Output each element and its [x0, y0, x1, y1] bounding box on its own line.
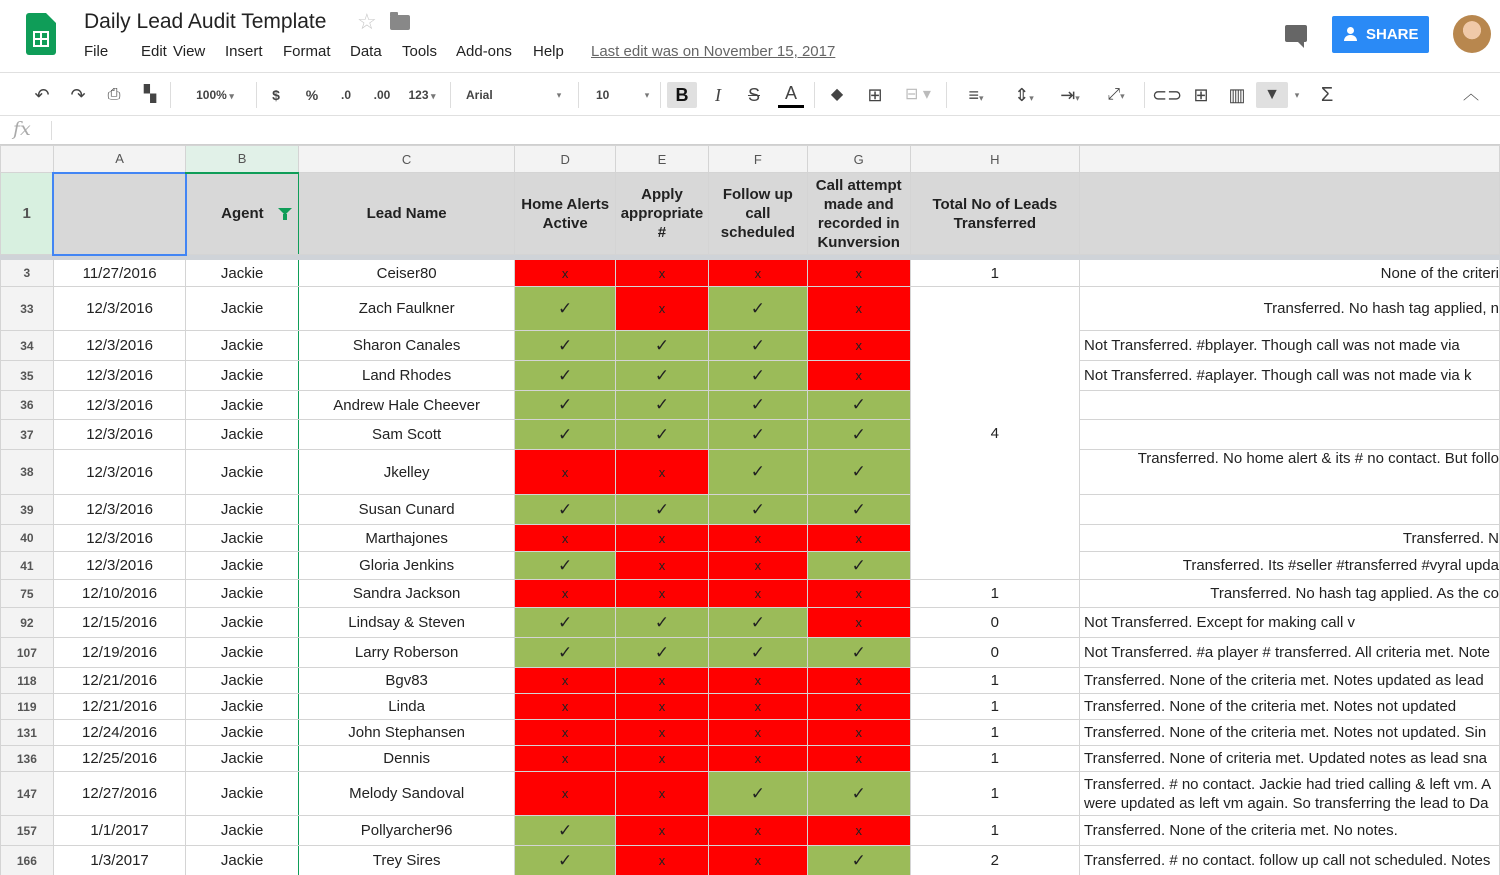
notes-cell[interactable]: Transferred. No home alert & its # no contact. But follo — [1080, 450, 1500, 495]
increase-decimal-button[interactable]: .00 — [373, 88, 391, 102]
agent-cell[interactable]: Jackie — [186, 260, 299, 287]
sheets-logo-icon[interactable] — [26, 13, 56, 55]
toolbar — [0, 74, 1500, 116]
status-cell-d[interactable]: x — [515, 260, 616, 287]
insert-chart-icon[interactable]: ▥ — [1228, 85, 1246, 105]
person-icon — [1344, 27, 1358, 41]
total-cell[interactable]: 1 — [910, 746, 1079, 772]
notes-cell[interactable]: Transferred. None of the criteria met. Notes not updated. Sin — [1080, 720, 1500, 746]
total-cell[interactable]: 1 — [910, 816, 1079, 846]
status-cell-d[interactable]: x — [515, 668, 616, 694]
menu-tools[interactable]: Tools — [402, 43, 438, 60]
total-cell[interactable]: 1 — [910, 772, 1079, 816]
font-size-select[interactable]: 10 — [596, 88, 610, 102]
date-cell[interactable]: 12/27/2016 — [53, 772, 186, 816]
date-cell[interactable]: 12/25/2016 — [53, 746, 186, 772]
status-cell-g[interactable]: x — [807, 331, 910, 361]
agent-cell[interactable]: Jackie — [186, 580, 299, 608]
status-cell-f[interactable]: ✓ — [708, 287, 807, 331]
status-cell-f[interactable]: x — [708, 260, 807, 287]
status-cell-e[interactable]: x — [615, 525, 708, 552]
lead-name-cell[interactable]: Ceiser80 — [298, 260, 515, 287]
share-label: SHARE — [1366, 26, 1419, 43]
status-cell-d[interactable]: x — [515, 450, 616, 495]
status-cell-d[interactable]: x — [515, 746, 616, 772]
filter-dropdown-icon[interactable]: ▾ — [1294, 90, 1300, 100]
last-edit-link[interactable]: Last edit was on November 15, 2017 — [591, 43, 836, 60]
row-number[interactable]: 92 — [1, 608, 54, 638]
date-cell[interactable]: 12/3/2016 — [53, 287, 186, 331]
status-cell-d[interactable]: ✓ — [515, 552, 616, 580]
status-cell-g[interactable]: ✓ — [807, 552, 910, 580]
column-header-g[interactable]: G — [807, 146, 910, 173]
status-cell-g[interactable]: x — [807, 668, 910, 694]
merge-cells-icon[interactable]: ⊟ ▾ — [905, 86, 931, 103]
agent-cell[interactable]: Jackie — [186, 331, 299, 361]
row-number[interactable]: 41 — [1, 552, 54, 580]
share-button[interactable] — [1332, 16, 1429, 53]
notes-cell[interactable]: Transferred. # no contact. Jackie had tried calling & left vm. A were updated as left vm again. So transferring the lead to Da — [1080, 772, 1500, 816]
lead-name-cell[interactable]: Sandra Jackson — [298, 580, 515, 608]
header-total-transferred[interactable]: Total No of Leads Transferred — [910, 173, 1079, 255]
selected-cell-a1[interactable] — [53, 173, 186, 255]
total-cell[interactable]: 1 — [910, 668, 1079, 694]
table-row — [1, 287, 1500, 331]
status-cell-e[interactable]: x — [615, 772, 708, 816]
italic-icon[interactable]: I — [715, 85, 721, 105]
status-cell-g[interactable]: ✓ — [807, 495, 910, 525]
status-cell-e[interactable]: x — [615, 668, 708, 694]
status-cell-f[interactable]: x — [708, 816, 807, 846]
total-cell[interactable]: 1 — [910, 694, 1079, 720]
agent-cell[interactable]: Jackie — [186, 668, 299, 694]
row-number[interactable]: 157 — [1, 816, 54, 846]
status-cell-e[interactable]: ✓ — [615, 495, 708, 525]
header-agent[interactable] — [186, 173, 299, 255]
total-cell[interactable]: 0 — [910, 638, 1079, 668]
lead-name-cell[interactable]: Sam Scott — [298, 420, 515, 450]
notes-cell[interactable]: Transferred. None of the criteria met. Notes updated as lead — [1080, 668, 1500, 694]
percent-button[interactable]: % — [305, 87, 319, 103]
agent-cell[interactable]: Jackie — [186, 420, 299, 450]
table-row — [1, 746, 1500, 772]
agent-cell[interactable]: Jackie — [186, 495, 299, 525]
table-row — [1, 552, 1500, 580]
agent-cell[interactable]: Jackie — [186, 816, 299, 846]
row-number[interactable]: 40 — [1, 525, 54, 552]
notes-cell[interactable]: Transferred. None of criteria met. Updated notes as lead sna — [1080, 746, 1500, 772]
notes-cell[interactable]: Not Transferred. #bplayer. Though call was not made via — [1080, 331, 1500, 361]
header-home-alerts[interactable]: Home Alerts Active — [515, 173, 616, 255]
row-number[interactable]: 119 — [1, 694, 54, 720]
status-cell-g[interactable]: x — [807, 608, 910, 638]
text-color-icon[interactable]: A — [778, 82, 804, 108]
notes-cell[interactable]: Transferred. N — [1080, 525, 1500, 552]
fx-icon: fx — [13, 118, 31, 140]
corner-cell[interactable] — [1, 146, 54, 173]
status-cell-f[interactable]: x — [708, 668, 807, 694]
menu-insert[interactable]: Insert — [225, 43, 263, 60]
status-cell-f[interactable]: x — [708, 846, 807, 875]
lead-name-cell[interactable]: Marthajones — [298, 525, 515, 552]
row-number[interactable]: 34 — [1, 331, 54, 361]
notes-cell[interactable]: Transferred. Its #seller #transferred #vyral upda — [1080, 552, 1500, 580]
status-cell-e[interactable]: x — [615, 552, 708, 580]
lead-name-cell[interactable]: Melody Sandoval — [298, 772, 515, 816]
status-cell-d[interactable]: ✓ — [515, 391, 616, 420]
more-formats-select[interactable]: 123 ▾ — [402, 82, 442, 108]
header-follow-up[interactable]: Follow up call scheduled — [708, 173, 807, 255]
lead-name-cell[interactable]: Sharon Canales — [298, 331, 515, 361]
text-wrap-icon[interactable]: ⇥▾ — [1060, 85, 1080, 105]
column-header-i[interactable] — [1080, 146, 1500, 173]
lead-name-cell[interactable]: Linda — [298, 694, 515, 720]
column-header-a[interactable]: A — [53, 146, 186, 173]
date-cell[interactable]: 12/3/2016 — [53, 552, 186, 580]
status-cell-f[interactable]: x — [708, 720, 807, 746]
table-row — [1, 694, 1500, 720]
undo-icon[interactable]: ↶ — [34, 85, 50, 105]
date-cell[interactable]: 12/3/2016 — [53, 391, 186, 420]
agent-cell[interactable]: Jackie — [186, 694, 299, 720]
row-number[interactable]: 136 — [1, 746, 54, 772]
data-rows — [1, 260, 1500, 875]
status-cell-g[interactable]: x — [807, 694, 910, 720]
status-cell-d[interactable]: ✓ — [515, 816, 616, 846]
total-cell[interactable]: 2 — [910, 846, 1079, 875]
status-cell-d[interactable]: ✓ — [515, 846, 616, 875]
status-cell-d[interactable]: ✓ — [515, 608, 616, 638]
column-header-row — [1, 146, 1500, 173]
status-cell-g[interactable]: x — [807, 580, 910, 608]
horizontal-align-icon[interactable]: ≡▾ — [968, 85, 984, 105]
table-row — [1, 638, 1500, 668]
status-cell-d[interactable]: x — [515, 694, 616, 720]
zoom-select[interactable]: 100% ▾ — [182, 82, 248, 108]
table-row — [1, 816, 1500, 846]
status-cell-e[interactable]: x — [615, 450, 708, 495]
status-cell-d[interactable]: x — [515, 772, 616, 816]
date-cell[interactable]: 12/3/2016 — [53, 361, 186, 391]
status-cell-e[interactable]: x — [615, 816, 708, 846]
status-cell-e[interactable]: x — [615, 287, 708, 331]
status-cell-g[interactable]: ✓ — [807, 846, 910, 875]
status-cell-d[interactable]: ✓ — [515, 420, 616, 450]
lead-name-cell[interactable]: Lindsay & Steven — [298, 608, 515, 638]
date-cell[interactable]: 12/24/2016 — [53, 720, 186, 746]
status-cell-d[interactable]: x — [515, 525, 616, 552]
row-number[interactable]: 3 — [1, 260, 54, 287]
functions-icon[interactable]: Σ — [1320, 84, 1334, 106]
row-number[interactable]: 33 — [1, 287, 54, 331]
lead-name-cell[interactable]: Bgv83 — [298, 668, 515, 694]
redo-icon[interactable]: ↷ — [70, 85, 86, 105]
status-cell-g[interactable]: x — [807, 720, 910, 746]
date-cell[interactable]: 12/10/2016 — [53, 580, 186, 608]
lead-name-cell[interactable]: Zach Faulkner — [298, 287, 515, 331]
status-cell-g[interactable]: x — [807, 816, 910, 846]
header-notes[interactable] — [1080, 173, 1500, 255]
status-cell-f[interactable]: ✓ — [708, 391, 807, 420]
row-number[interactable]: 1 — [1, 173, 54, 255]
notes-cell[interactable]: Transferred. None of the criteria met. No notes. — [1080, 816, 1500, 846]
table-row — [1, 391, 1500, 420]
status-cell-g[interactable]: x — [807, 525, 910, 552]
row-number[interactable]: 166 — [1, 846, 54, 875]
app-header — [0, 0, 1500, 73]
row-number[interactable]: 107 — [1, 638, 54, 668]
print-icon[interactable]: ⎙ — [107, 86, 121, 103]
table-row — [1, 260, 1500, 287]
date-cell[interactable]: 12/21/2016 — [53, 694, 186, 720]
status-cell-f[interactable]: x — [708, 580, 807, 608]
strikethrough-icon[interactable]: S — [747, 85, 760, 105]
text-rotation-icon[interactable]: ⤢▾ — [1107, 86, 1125, 103]
status-cell-g[interactable]: x — [807, 260, 910, 287]
status-cell-g[interactable]: x — [807, 287, 910, 331]
folder-icon[interactable] — [390, 15, 410, 30]
notes-cell[interactable]: Transferred. None of the criteria met. Notes not updated — [1080, 694, 1500, 720]
font-dropdown-icon[interactable]: ▾ — [556, 90, 562, 100]
date-cell[interactable]: 12/19/2016 — [53, 638, 186, 668]
avatar[interactable] — [1453, 15, 1491, 53]
column-header-f[interactable]: F — [708, 146, 807, 173]
insert-comment-icon[interactable]: ⊞ — [1193, 85, 1209, 105]
row-number[interactable]: 35 — [1, 361, 54, 391]
row-number[interactable]: 38 — [1, 450, 54, 495]
fill-color-icon[interactable]: ◆ — [824, 82, 850, 108]
status-cell-g[interactable]: ✓ — [807, 638, 910, 668]
header-row — [1, 173, 1500, 255]
notes-cell[interactable]: Transferred. No hash tag applied. As the co — [1080, 580, 1500, 608]
status-cell-d[interactable]: ✓ — [515, 638, 616, 668]
status-cell-e[interactable]: ✓ — [615, 361, 708, 391]
status-cell-f[interactable]: x — [708, 525, 807, 552]
vertical-align-icon[interactable]: ⇕▾ — [1014, 85, 1034, 105]
agent-cell[interactable]: Jackie — [186, 772, 299, 816]
notes-cell[interactable]: Not Transferred. #aplayer. Though call was not made via k — [1080, 361, 1500, 391]
status-cell-g[interactable]: x — [807, 746, 910, 772]
agent-cell[interactable]: Jackie — [186, 361, 299, 391]
date-cell[interactable]: 12/3/2016 — [53, 525, 186, 552]
menu-help[interactable]: Help — [533, 43, 564, 60]
lead-name-cell[interactable]: Larry Roberson — [298, 638, 515, 668]
total-cell[interactable]: 4 — [910, 287, 1079, 580]
lead-name-cell[interactable]: Gloria Jenkins — [298, 552, 515, 580]
collapse-toolbar-icon[interactable]: ︿ — [1462, 86, 1479, 103]
status-cell-f[interactable]: ✓ — [708, 331, 807, 361]
status-cell-e[interactable]: ✓ — [615, 391, 708, 420]
status-cell-g[interactable]: ✓ — [807, 391, 910, 420]
lead-name-cell[interactable]: Dennis — [298, 746, 515, 772]
date-cell[interactable]: 12/3/2016 — [53, 420, 186, 450]
table-row — [1, 525, 1500, 552]
row-number[interactable]: 131 — [1, 720, 54, 746]
status-cell-e[interactable]: ✓ — [615, 420, 708, 450]
lead-name-cell[interactable]: Land Rhodes — [298, 361, 515, 391]
status-cell-d[interactable]: ✓ — [515, 331, 616, 361]
table-row — [1, 450, 1500, 495]
status-cell-e[interactable]: x — [615, 580, 708, 608]
font-size-dropdown-icon[interactable]: ▾ — [644, 90, 650, 100]
notes-cell[interactable]: Not Transferred. Except for making call v — [1080, 608, 1500, 638]
date-cell[interactable]: 12/3/2016 — [53, 331, 186, 361]
status-cell-f[interactable]: ✓ — [708, 450, 807, 495]
header-lead-name[interactable]: Lead Name — [298, 173, 515, 255]
date-cell[interactable]: 12/3/2016 — [53, 450, 186, 495]
status-cell-e[interactable]: x — [615, 846, 708, 875]
date-cell[interactable]: 1/3/2017 — [53, 846, 186, 875]
notes-cell[interactable]: Transferred. # no contact. follow up call not scheduled. Notes — [1080, 846, 1500, 875]
status-cell-f[interactable]: ✓ — [708, 638, 807, 668]
row-number[interactable]: 118 — [1, 668, 54, 694]
bold-icon[interactable]: B — [667, 82, 697, 108]
notes-cell[interactable]: None of the criteri — [1080, 260, 1500, 287]
lead-name-cell[interactable]: Trey Sires — [298, 846, 515, 875]
menu-format[interactable]: Format — [283, 43, 331, 60]
agent-cell[interactable]: Jackie — [186, 552, 299, 580]
formula-bar — [0, 116, 1500, 145]
notes-cell[interactable]: Not Transferred. #a player # transferred. All criteria met. Note — [1080, 638, 1500, 668]
status-cell-f[interactable]: x — [708, 552, 807, 580]
row-number[interactable]: 36 — [1, 391, 54, 420]
table-row — [1, 580, 1500, 608]
status-cell-d[interactable]: ✓ — [515, 287, 616, 331]
menu-edit[interactable]: Edit — [141, 43, 167, 60]
insert-link-icon[interactable]: ⊂⊃ — [1152, 85, 1183, 105]
table-row — [1, 772, 1500, 816]
status-cell-d[interactable]: ✓ — [515, 361, 616, 391]
status-cell-e[interactable]: ✓ — [615, 608, 708, 638]
total-cell[interactable]: 1 — [910, 720, 1079, 746]
date-cell[interactable]: 12/3/2016 — [53, 495, 186, 525]
row-number[interactable]: 147 — [1, 772, 54, 816]
document-title[interactable]: Daily Lead Audit Template — [84, 10, 327, 33]
currency-button[interactable]: $ — [272, 87, 280, 103]
status-cell-e[interactable]: x — [615, 694, 708, 720]
agent-cell[interactable]: Jackie — [186, 746, 299, 772]
status-cell-g[interactable]: x — [807, 361, 910, 391]
row-number[interactable]: 37 — [1, 420, 54, 450]
status-cell-g[interactable]: ✓ — [807, 772, 910, 816]
agent-cell[interactable]: Jackie — [186, 287, 299, 331]
column-header-h[interactable]: H — [910, 146, 1079, 173]
status-cell-f[interactable]: ✓ — [708, 420, 807, 450]
row-number[interactable]: 75 — [1, 580, 54, 608]
header-call-attempt[interactable]: Call attempt made and recorded in Kunversion — [807, 173, 910, 255]
status-cell-e[interactable]: ✓ — [615, 331, 708, 361]
date-cell[interactable]: 12/21/2016 — [53, 668, 186, 694]
status-cell-g[interactable]: ✓ — [807, 420, 910, 450]
menu-data[interactable]: Data — [350, 43, 382, 60]
menu-view[interactable]: View — [173, 43, 206, 60]
row-number[interactable]: 39 — [1, 495, 54, 525]
table-row — [1, 331, 1500, 361]
agent-cell[interactable]: Jackie — [186, 391, 299, 420]
agent-cell[interactable]: Jackie — [186, 525, 299, 552]
column-header-b[interactable]: B — [186, 146, 299, 173]
decrease-decimal-button[interactable]: .0 — [340, 88, 351, 102]
borders-icon[interactable]: ⊞ — [867, 85, 883, 105]
comment-icon[interactable] — [1285, 25, 1307, 42]
status-cell-f[interactable]: ✓ — [708, 495, 807, 525]
table-row — [1, 668, 1500, 694]
agent-cell[interactable]: Jackie — [186, 608, 299, 638]
table-row — [1, 420, 1500, 450]
header-apply-number[interactable]: Apply appropriate # — [615, 173, 708, 255]
table-row — [1, 846, 1500, 875]
paint-format-icon[interactable]: ▚ — [143, 86, 157, 103]
total-cell[interactable]: 0 — [910, 608, 1079, 638]
lead-name-cell[interactable]: Andrew Hale Cheever — [298, 391, 515, 420]
status-cell-f[interactable]: ✓ — [708, 608, 807, 638]
status-cell-f[interactable]: ✓ — [708, 772, 807, 816]
agent-cell[interactable]: Jackie — [186, 450, 299, 495]
status-cell-g[interactable]: ✓ — [807, 450, 910, 495]
lead-name-cell[interactable]: John Stephansen — [298, 720, 515, 746]
spreadsheet-grid[interactable] — [0, 145, 1500, 875]
table-row — [1, 720, 1500, 746]
status-cell-d[interactable]: x — [515, 580, 616, 608]
lead-name-cell[interactable]: Jkelley — [298, 450, 515, 495]
column-header-e[interactable]: E — [615, 146, 708, 173]
star-icon[interactable]: ☆ — [357, 9, 377, 34]
menu-addons[interactable]: Add-ons — [456, 43, 512, 60]
total-cell[interactable]: 1 — [910, 260, 1079, 287]
agent-cell[interactable]: Jackie — [186, 638, 299, 668]
header-agent-label: Agent — [221, 205, 264, 223]
status-cell-e[interactable]: x — [615, 720, 708, 746]
status-cell-f[interactable]: x — [708, 746, 807, 772]
total-cell[interactable]: 1 — [910, 580, 1079, 608]
table-row — [1, 361, 1500, 391]
notes-cell[interactable] — [1080, 495, 1500, 525]
notes-cell[interactable] — [1080, 420, 1500, 450]
status-cell-e[interactable]: x — [615, 746, 708, 772]
notes-cell[interactable] — [1080, 391, 1500, 420]
table-row — [1, 495, 1500, 525]
status-cell-f[interactable]: ✓ — [708, 361, 807, 391]
status-cell-d[interactable]: x — [515, 720, 616, 746]
filter-icon[interactable]: ▼ — [1256, 82, 1288, 108]
date-cell[interactable]: 1/1/2017 — [53, 816, 186, 846]
column-header-d[interactable]: D — [515, 146, 616, 173]
status-cell-d[interactable]: ✓ — [515, 495, 616, 525]
lead-name-cell[interactable]: Pollyarcher96 — [298, 816, 515, 846]
notes-cell[interactable]: Transferred. No hash tag applied, n — [1080, 287, 1500, 331]
status-cell-e[interactable]: x — [615, 260, 708, 287]
table-row — [1, 608, 1500, 638]
filter-funnel-icon[interactable] — [278, 208, 292, 215]
date-cell[interactable]: 11/27/2016 — [53, 260, 186, 287]
column-header-c[interactable]: C — [298, 146, 515, 173]
font-select[interactable]: Arial — [466, 88, 493, 102]
status-cell-f[interactable]: x — [708, 694, 807, 720]
date-cell[interactable]: 12/15/2016 — [53, 608, 186, 638]
lead-name-cell[interactable]: Susan Cunard — [298, 495, 515, 525]
agent-cell[interactable]: Jackie — [186, 720, 299, 746]
status-cell-e[interactable]: ✓ — [615, 638, 708, 668]
menu-file[interactable]: File — [84, 43, 109, 60]
agent-cell[interactable]: Jackie — [186, 846, 299, 875]
